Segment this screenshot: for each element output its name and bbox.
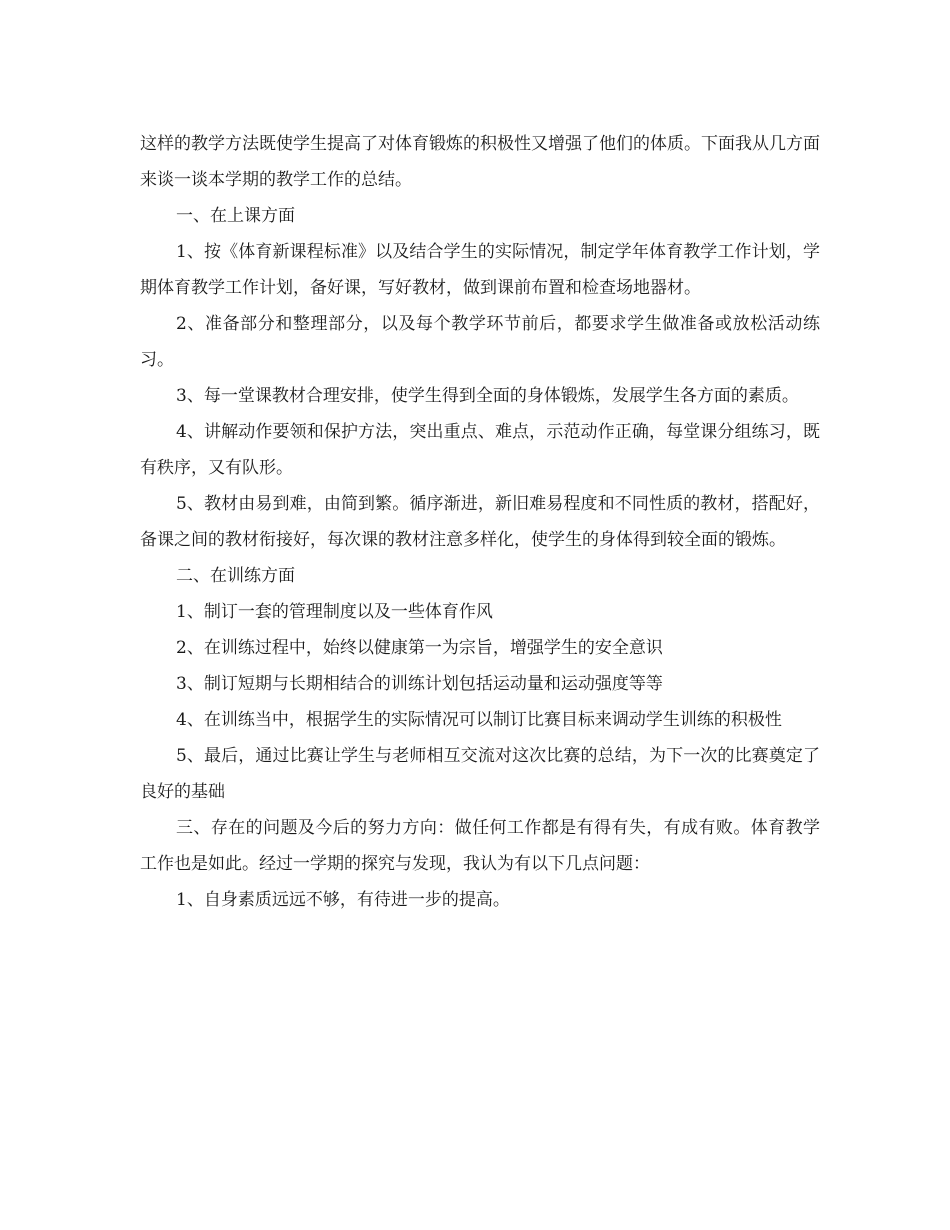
paragraph-item: 2、准备部分和整理部分，以及每个教学环节前后，都要求学生做准备或放松活动练习。 (140, 314, 820, 370)
paragraph-item: 4、讲解动作要领和保护方法，突出重点、难点，示范动作正确，每堂课分组练习，既有秩序，又有队形。 (140, 422, 820, 478)
paragraph-item: 3、制订短期与长期相结合的训练计划包括运动量和运动强度等等 (176, 674, 663, 694)
paragraph-item: 1、按《体育新课程标准》以及结合学生的实际情况，制定学年体育教学工作计划，学期体育教学工作计划，备好课，写好教材，做到课前布置和检查场地器材。 (140, 242, 820, 298)
paragraph-item: 4、在训练当中，根据学生的实际情况可以制订比赛目标来调动学生训练的积极性 (176, 710, 782, 730)
heading-section-2: 二、在训练方面 (176, 566, 295, 586)
paragraph-item: 2、在训练过程中，始终以健康第一为宗旨，增强学生的安全意识 (176, 638, 663, 658)
paragraph-intro: 这样的教学方法既使学生提高了对体育锻炼的积极性又增强了他们的体质。下面我从几方面来谈一谈本学期的教学工作的总结。 (140, 134, 820, 190)
heading-section-3: 三、存在的问题及今后的努力方向：做任何工作都是有得有失，有成有败。体育教学工作也是如此。经过一学期的探究与发现，我认为有以下几点问题： (140, 818, 820, 874)
paragraph-item: 5、教材由易到难，由简到繁。循序渐进，新旧难易程度和不同性质的教材，搭配好，备课之间的教材衔接好，每次课的教材注意多样化，使学生的身体得到较全面的锻炼。 (140, 494, 820, 550)
paragraph-item: 3、每一堂课教材合理安排，使学生得到全面的身体锻炼，发展学生各方面的素质。 (176, 386, 799, 406)
document-body (140, 126, 820, 918)
paragraph-item: 5、最后，通过比赛让学生与老师相互交流对这次比赛的总结，为下一次的比赛奠定了良好的基础 (140, 746, 820, 802)
paragraph-item: 1、自身素质远远不够，有待进一步的提高。 (176, 890, 510, 910)
heading-section-1: 一、在上课方面 (176, 206, 295, 226)
paragraph-item: 1、制订一套的管理制度以及一些体育作风 (176, 602, 493, 622)
